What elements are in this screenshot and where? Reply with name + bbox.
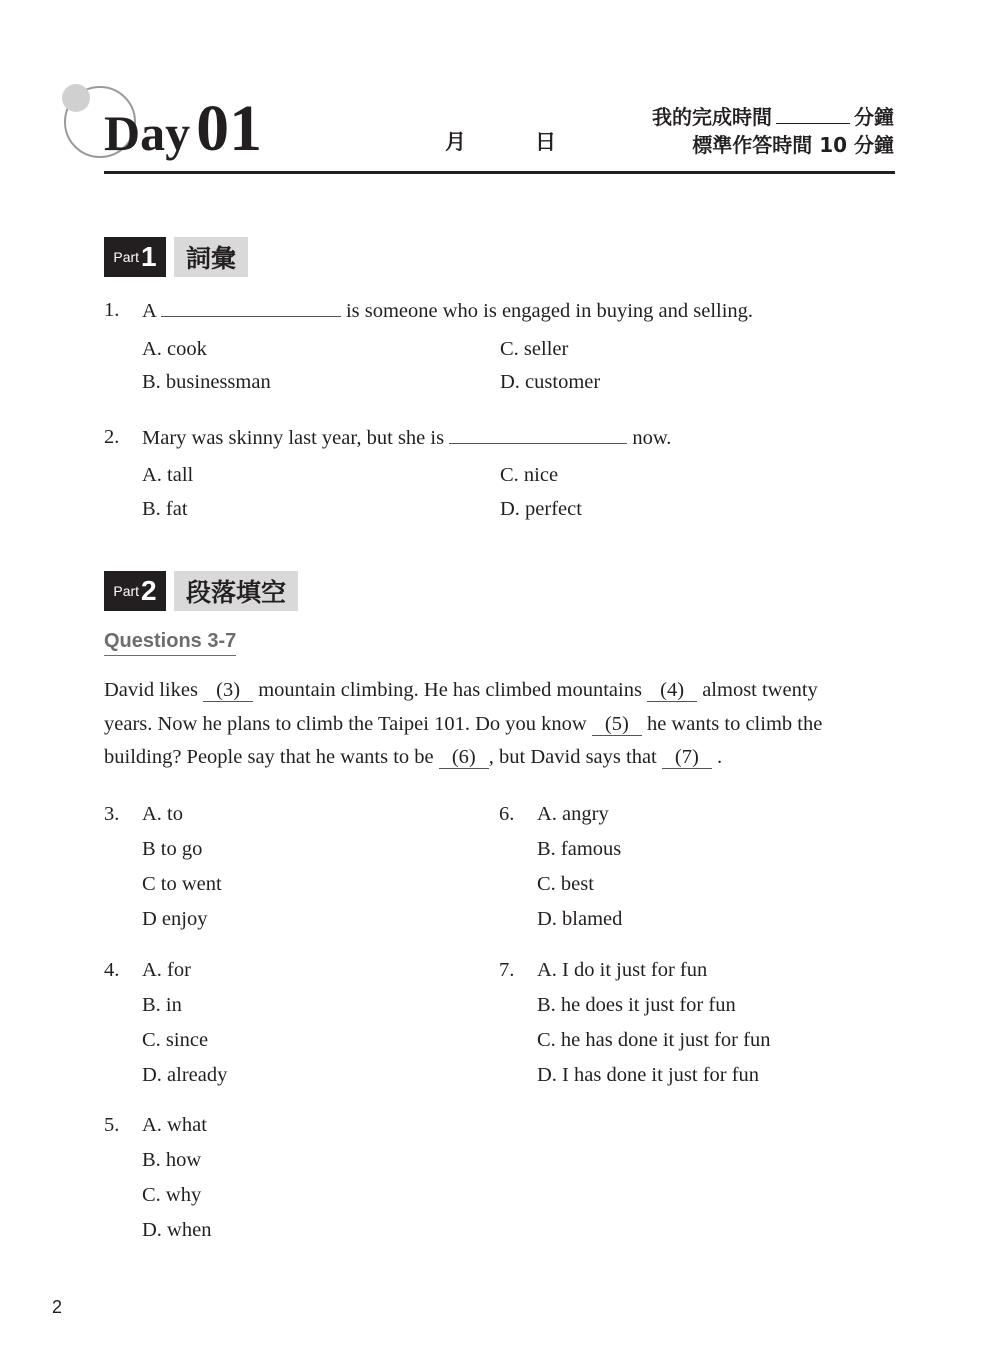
q5-option-b[interactable]: B. how xyxy=(142,1149,202,1171)
blank-7[interactable]: (7) xyxy=(662,746,712,769)
passage xyxy=(104,674,904,775)
q2-option-d[interactable]: D. perfect xyxy=(500,498,582,520)
part1-tag: Part 1 xyxy=(104,237,166,277)
day-number: 01 xyxy=(196,92,263,165)
month-label: 月 xyxy=(445,130,466,154)
q5-number: 5. xyxy=(104,1114,120,1136)
q7-option-c[interactable]: C. he has done it just for fun xyxy=(537,1029,771,1051)
q7-option-d[interactable]: D. I has done it just for fun xyxy=(537,1064,760,1086)
questions-heading: Questions 3-7 xyxy=(104,630,236,656)
q1-stem: A is someone who is engaged in buying and selling. xyxy=(142,300,754,322)
decorative-circle xyxy=(62,84,90,112)
q5-option-a[interactable]: A. what xyxy=(142,1114,207,1136)
q6-option-a[interactable]: A. angry xyxy=(537,803,609,825)
q4-option-c[interactable]: C. since xyxy=(142,1029,209,1051)
q1-option-d[interactable]: D. customer xyxy=(500,371,601,393)
part2-heading xyxy=(104,571,298,611)
day-word: Day xyxy=(104,105,191,161)
q3-number: 3. xyxy=(104,803,120,825)
q4-number: 4. xyxy=(104,959,120,981)
q2-stem: Mary was skinny last year, but she is now. xyxy=(142,427,672,449)
part2-tag: Part 2 xyxy=(104,571,166,611)
part1-heading xyxy=(104,237,248,277)
completion-time-blank[interactable] xyxy=(776,103,850,124)
day-title xyxy=(104,92,263,165)
q5-option-d[interactable]: D. when xyxy=(142,1219,212,1241)
q2-blank[interactable] xyxy=(449,425,627,444)
page-number: 2 xyxy=(52,1297,63,1317)
time-block xyxy=(652,103,894,159)
q3-option-c[interactable]: C to went xyxy=(142,873,222,895)
q4-option-d[interactable]: D. already xyxy=(142,1064,228,1086)
blank-3[interactable]: (3) xyxy=(203,679,253,702)
q3-option-a[interactable]: A. to xyxy=(142,803,183,825)
q1-blank[interactable] xyxy=(161,298,341,317)
q1-option-b[interactable]: B. businessman xyxy=(142,371,271,393)
q7-option-a[interactable]: A. I do it just for fun xyxy=(537,959,708,981)
q5-option-c[interactable]: C. why xyxy=(142,1184,202,1206)
q2-option-c[interactable]: C. nice xyxy=(500,464,559,486)
q6-option-b[interactable]: B. famous xyxy=(537,838,622,860)
q4-option-a[interactable]: A. for xyxy=(142,959,191,981)
q1-option-c[interactable]: C. seller xyxy=(500,338,569,360)
passage-line-2: years. Now he plans to climb the Taipei 101. Do you know (5) he wants to climb the xyxy=(104,712,823,735)
q4-option-b[interactable]: B. in xyxy=(142,994,182,1016)
q2-option-a[interactable]: A. tall xyxy=(142,464,194,486)
part1-title: 詞彙 xyxy=(174,237,248,277)
blank-5[interactable]: (5) xyxy=(592,713,642,736)
q3-option-d[interactable]: D enjoy xyxy=(142,908,208,930)
q1-option-a[interactable]: A. cook xyxy=(142,338,207,360)
q7-number: 7. xyxy=(499,959,515,981)
q6-option-c[interactable]: C. best xyxy=(537,873,594,895)
q6-number: 6. xyxy=(499,803,515,825)
header-rule xyxy=(104,171,895,174)
q7-option-b[interactable]: B. he does it just for fun xyxy=(537,994,736,1016)
standard-time: 標準作答時間 10 分鐘 xyxy=(692,133,894,157)
part2-title: 段落填空 xyxy=(174,571,298,611)
day-label: 日 xyxy=(535,130,556,154)
passage-line-1: David likes (3) mountain climbing. He has climbed mountains (4) almost twenty xyxy=(104,679,818,701)
q3-option-b[interactable]: B to go xyxy=(142,838,203,860)
q6-option-d[interactable]: D. blamed xyxy=(537,908,623,930)
q1-number: 1. xyxy=(104,299,120,321)
my-completion-time: 我的完成時間 分鐘 xyxy=(652,105,894,129)
q2-option-b[interactable]: B. fat xyxy=(142,498,188,520)
blank-6[interactable]: (6) xyxy=(439,746,489,769)
passage-line-3: building? People say that he wants to be (6) , but David says that (7) . xyxy=(104,746,723,768)
blank-4[interactable]: (4) xyxy=(647,679,697,702)
q2-number: 2. xyxy=(104,426,120,448)
